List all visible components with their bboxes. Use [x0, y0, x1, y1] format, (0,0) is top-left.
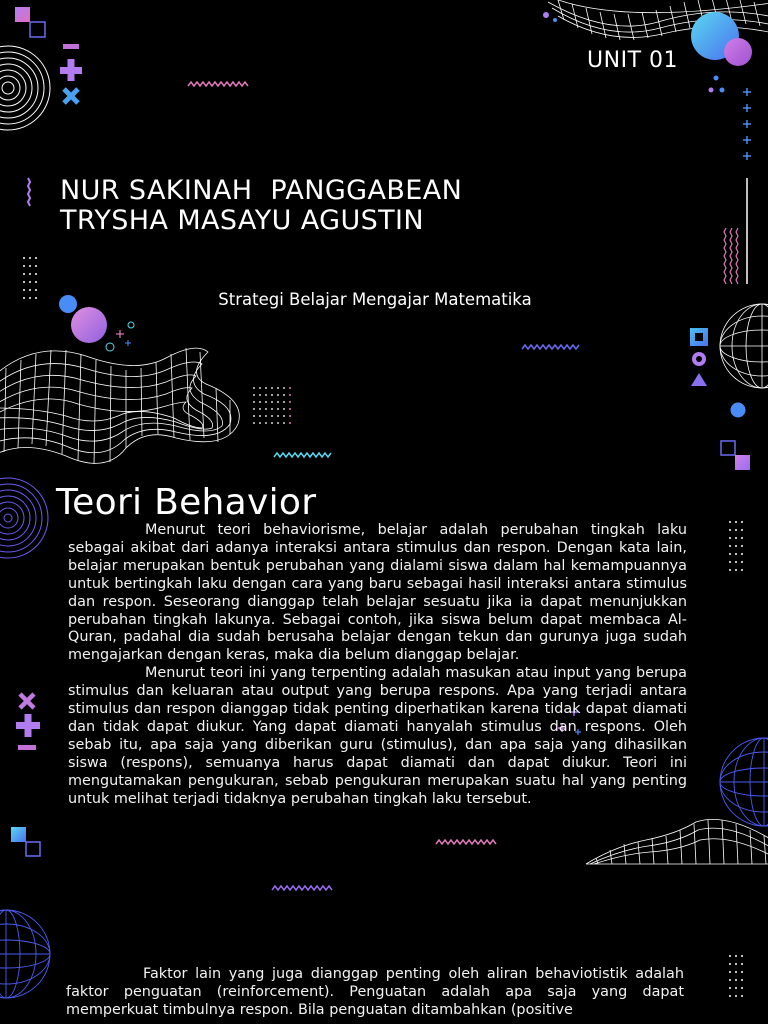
gradient-spheres-decoration: [688, 10, 758, 70]
left-zigzag-decoration: [24, 178, 34, 208]
plus-column-decoration: [706, 74, 756, 166]
lower-left-squares-decoration: [10, 826, 42, 858]
small-dots-decoration: [542, 10, 562, 24]
globe-wireframe-decoration: [718, 302, 768, 390]
blue-globe-decoration: [718, 736, 768, 826]
purple-concentric-circles-decoration: [0, 476, 50, 560]
vertical-zigzag-decoration: [722, 228, 742, 284]
cyan-zigzag-decoration: [274, 452, 332, 458]
right-dot-grid-decoration: [728, 520, 744, 572]
right-squares-decoration: [720, 440, 752, 472]
paragraph: Menurut teori behaviorisme, belajar adalah perubahan tingkah laku sebagai akibat dari adanya interaksi antara stimulus dan respon. Dengan kata lain, belajar merupakan bentuk perubahan yang dialami siswa dalam hal kemampuannya untuk bertingkah laku dengan cara yang baru sebagai hasil interaksi antara stimulus dan respon. Seseorang dianggap telah belajar sesuatu jika ia dapat menunjukkan perubahan tingkah lakunya. Sebagai contoh, jika siswa belum dapat membaca Al-Quran, padahal dia sudah berusaha belajar dengan tekun dan gurunya juga sudah mengajarkan dengan keras, maka dia belum dianggap belajar.: [68, 522, 687, 664]
center-dot-grid-decoration: [252, 386, 294, 432]
overlapping-squares-decoration: [14, 6, 48, 40]
course-title: Strategi Belajar Mengajar Matematika: [218, 290, 532, 309]
bottom-left-globe-decoration: [0, 908, 52, 1000]
author-name: NUR SAKINAH PANGGABEAN: [60, 175, 463, 206]
concentric-circles-decoration: [0, 44, 52, 132]
blue-zigzag-decoration: [522, 344, 580, 350]
lower-pink-zigzag-decoration: [436, 838, 496, 846]
course-title-container: [0, 290, 768, 309]
zigzag-decoration: [188, 80, 248, 88]
vertical-line-decoration: [746, 178, 748, 284]
author-name: TRYSHA MASAYU AGUSTIN: [60, 205, 425, 236]
small-blue-dot-decoration: [730, 402, 746, 418]
unit-label: UNIT 01: [587, 48, 678, 73]
paragraph: Menurut teori ini yang terpenting adalah masukan atau input yang berupa stimulus dan keluaran atau output yang berupa respons. Apa yang terjadi antara stimulus dan respon dianggap tidak penting diperhatikan karena tidak dapat diamati dan tidak dapat diukur. Yang dapat diamati hanyalah stimulus dan respons. Oleh sebab itu, apa saja yang diberikan guru (stimulus), dan apa saja yang dihasilkan siswa (respons), semuanya harus dapat diamati dan dapat diukur. Teori ini mengutamakan pengukuran, sebab pengukuran merupakan suatu hal yang penting untuk melihat terjadi tidaknya perubahan tingkah laku tersebut.: [68, 665, 687, 807]
lower-math-symbols-decoration: [14, 690, 42, 754]
paragraph: Faktor lain yang juga dianggap penting oleh aliran behaviotistik adalah faktor penguatan (reinforcement). Penguatan adalah apa saja yang dapat memperkuat timbulnya respon. Bila penguatan ditambahkan (positive: [66, 966, 684, 1018]
section-heading: Teori Behavior: [56, 482, 317, 523]
left-mesh-wave-decoration: [0, 344, 246, 478]
math-symbols-decoration: [58, 42, 86, 106]
section-body: [68, 522, 687, 809]
shape-column-decoration: [688, 328, 710, 388]
bottom-right-dot-grid-decoration: [728, 954, 744, 1006]
author-names: [60, 176, 462, 236]
lower-right-mesh-decoration: [586, 816, 768, 868]
bottom-purple-zigzag-decoration: [272, 884, 332, 892]
continuation-body: [66, 966, 684, 1020]
